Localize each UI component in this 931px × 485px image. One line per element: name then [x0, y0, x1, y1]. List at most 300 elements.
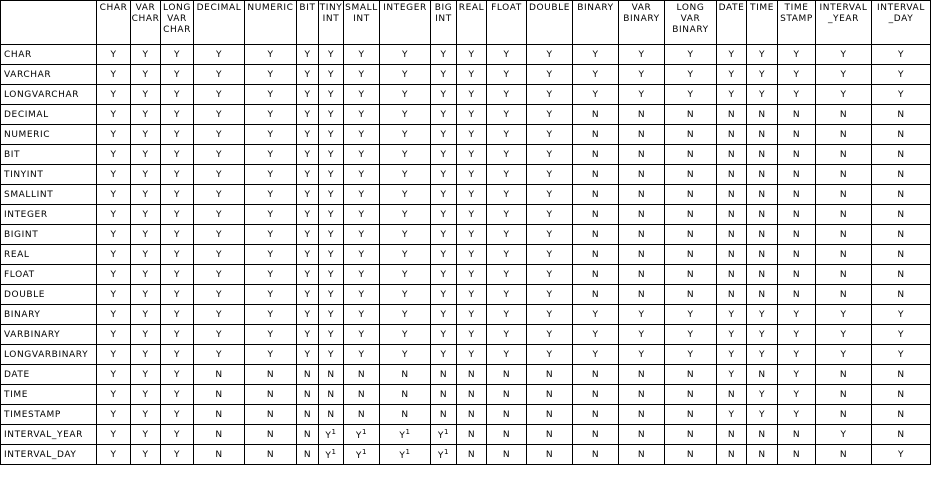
table-cell: Y [344, 65, 380, 85]
table-cell: Y [194, 245, 245, 265]
table-cell: Y [380, 345, 431, 365]
table-cell: N [380, 365, 431, 385]
table-cell: Y [527, 105, 573, 125]
table-cell: N [816, 385, 872, 405]
table-cell: Y [319, 305, 344, 325]
table-cell: Y [194, 205, 245, 225]
table-cell: N [816, 185, 872, 205]
table-row [1, 105, 931, 125]
table-cell: N [573, 385, 619, 405]
table-cell: Y [527, 165, 573, 185]
table-row [1, 65, 931, 85]
table-body [1, 45, 931, 465]
table-cell: Y [431, 185, 457, 205]
table-cell: Y [131, 445, 161, 465]
row-label: FLOAT [1, 265, 97, 285]
table-cell: Y [131, 145, 161, 165]
table-cell: N [619, 185, 665, 205]
table-cell: N [573, 185, 619, 205]
table-row [1, 185, 931, 205]
row-label: INTEGER [1, 205, 97, 225]
row-label: LONGVARCHAR [1, 85, 97, 105]
table-cell: Y [619, 325, 665, 345]
table-cell: Y [816, 325, 872, 345]
table-cell: Y [319, 205, 344, 225]
table-cell: Y [97, 365, 131, 385]
table-cell: N [816, 125, 872, 145]
table-cell: N [665, 185, 717, 205]
row-label: TINYINT [1, 165, 97, 185]
row-label: DECIMAL [1, 105, 97, 125]
table-cell: Y$^1$ [319, 425, 344, 445]
table-cell: Y [297, 125, 319, 145]
table-cell: N [619, 445, 665, 465]
column-header: BINARY [573, 1, 619, 45]
table-cell: Y [717, 365, 747, 385]
table-cell: Y [97, 85, 131, 105]
table-cell: Y [194, 45, 245, 65]
row-label: LONGVARBINARY [1, 345, 97, 365]
table-cell: N [816, 445, 872, 465]
table-cell: Y [487, 265, 527, 285]
table-cell: Y [245, 285, 297, 305]
table-cell: Y [245, 105, 297, 125]
table-cell: N [872, 185, 931, 205]
table-cell: Y [97, 385, 131, 405]
table-cell: N [194, 385, 245, 405]
table-cell: Y [457, 105, 487, 125]
table-cell: Y [344, 45, 380, 65]
table-cell: Y [161, 265, 194, 285]
table-cell: N [431, 385, 457, 405]
table-cell: Y [380, 105, 431, 125]
table-cell: N [717, 385, 747, 405]
table-row [1, 445, 931, 465]
table-cell: N [619, 105, 665, 125]
table-cell: Y [747, 45, 778, 65]
table-cell: Y$^1$ [380, 445, 431, 465]
table-cell: Y [97, 205, 131, 225]
table-cell: Y [194, 165, 245, 185]
row-label: BIT [1, 145, 97, 165]
table-cell: Y [319, 45, 344, 65]
table-cell: Y [380, 265, 431, 285]
table-cell: Y [487, 125, 527, 145]
table-cell: N [717, 105, 747, 125]
table-cell: Y [131, 345, 161, 365]
table-cell: Y [161, 305, 194, 325]
table-cell: Y [619, 345, 665, 365]
table-cell: N [872, 105, 931, 125]
table-cell: Y [245, 345, 297, 365]
table-cell: Y [161, 285, 194, 305]
table-cell: Y [573, 305, 619, 325]
table-cell: Y [319, 165, 344, 185]
table-cell: Y [527, 125, 573, 145]
table-cell: N [527, 425, 573, 445]
table-cell: Y [573, 45, 619, 65]
table-cell: N [747, 205, 778, 225]
table-cell: N [778, 165, 816, 185]
table-cell: Y [297, 105, 319, 125]
table-cell: Y [487, 285, 527, 305]
table-cell: N [194, 405, 245, 425]
table-cell: N [665, 385, 717, 405]
table-cell: N [319, 405, 344, 425]
row-label: DATE [1, 365, 97, 385]
table-cell: Y [747, 405, 778, 425]
table-cell: Y [380, 45, 431, 65]
table-cell: Y [717, 305, 747, 325]
table-cell: N [527, 365, 573, 385]
table-cell: N [747, 365, 778, 385]
column-header: BIG INT [431, 1, 457, 45]
table-cell: Y [131, 245, 161, 265]
table-cell: Y [161, 385, 194, 405]
table-cell: Y [194, 285, 245, 305]
table-cell: N [816, 205, 872, 225]
table-cell: N [778, 105, 816, 125]
footnote-marker: 1 [362, 448, 368, 456]
column-header: DOUBLE [527, 1, 573, 45]
table-cell: N [619, 245, 665, 265]
table-cell: Y [380, 145, 431, 165]
table-cell: Y [161, 45, 194, 65]
table-cell: Y$^1$ [380, 425, 431, 445]
table-cell: Y [487, 85, 527, 105]
table-cell: Y [245, 245, 297, 265]
row-label: TIME [1, 385, 97, 405]
row-label: REAL [1, 245, 97, 265]
table-cell: Y [527, 245, 573, 265]
table-cell: N [747, 185, 778, 205]
table-cell: Y [778, 385, 816, 405]
table-cell: Y [573, 65, 619, 85]
table-cell: Y [527, 285, 573, 305]
table-cell: Y [431, 65, 457, 85]
table-cell: Y [131, 385, 161, 405]
table-cell: N [487, 405, 527, 425]
table-cell: Y [131, 45, 161, 65]
table-cell: Y [747, 85, 778, 105]
table-cell: N [619, 225, 665, 245]
table-cell: Y [344, 345, 380, 365]
table-cell: Y [344, 245, 380, 265]
table-cell: Y [816, 425, 872, 445]
table-cell: Y [245, 205, 297, 225]
table-cell: N [778, 145, 816, 165]
table-row [1, 245, 931, 265]
table-cell: Y [527, 65, 573, 85]
table-cell: N [816, 165, 872, 185]
table-cell: Y [380, 185, 431, 205]
table-cell: N [573, 285, 619, 305]
table-cell: N [665, 225, 717, 245]
table-cell: N [619, 385, 665, 405]
table-cell: Y [457, 185, 487, 205]
table-cell: Y [431, 345, 457, 365]
table-cell: Y [245, 305, 297, 325]
table-cell: N [573, 165, 619, 185]
table-cell: Y [778, 45, 816, 65]
table-cell: N [717, 425, 747, 445]
table-cell: Y [97, 445, 131, 465]
table-cell: N [872, 205, 931, 225]
table-cell: Y [665, 345, 717, 365]
table-cell: Y [872, 45, 931, 65]
table-cell: Y [431, 325, 457, 345]
column-header: DECIMAL [194, 1, 245, 45]
table-cell: Y [194, 125, 245, 145]
table-cell: Y [872, 85, 931, 105]
table-cell: N [872, 285, 931, 305]
table-cell: Y [487, 305, 527, 325]
column-header: NUMERIC [245, 1, 297, 45]
table-cell: Y [245, 225, 297, 245]
table-cell: N [872, 425, 931, 445]
row-label: BINARY [1, 305, 97, 325]
table-cell: Y [527, 325, 573, 345]
table-cell: N [778, 225, 816, 245]
column-header: LONG VAR BINARY [665, 1, 717, 45]
table-cell: N [245, 425, 297, 445]
table-row [1, 305, 931, 325]
table-cell: N [816, 245, 872, 265]
table-cell: Y [344, 165, 380, 185]
table-cell: Y [619, 305, 665, 325]
table-cell: Y [131, 305, 161, 325]
table-cell: N [872, 245, 931, 265]
row-label: VARBINARY [1, 325, 97, 345]
table-cell: N [747, 265, 778, 285]
table-cell: Y [319, 265, 344, 285]
table-cell: Y [717, 345, 747, 365]
header-row [1, 1, 931, 45]
table-cell: Y [487, 325, 527, 345]
footnote-marker: 1 [405, 428, 411, 436]
table-cell: N [816, 285, 872, 305]
table-cell: Y [747, 385, 778, 405]
table-cell: Y [457, 305, 487, 325]
table-cell: Y [527, 305, 573, 325]
table-cell: N [344, 385, 380, 405]
table-cell: N [778, 125, 816, 145]
table-cell: Y [380, 325, 431, 345]
table-cell: Y [717, 325, 747, 345]
table-cell: Y [380, 205, 431, 225]
table-cell: N [665, 145, 717, 165]
table-cell: Y [97, 425, 131, 445]
table-cell: N [457, 425, 487, 445]
table-cell: N [487, 425, 527, 445]
table-cell: Y [161, 445, 194, 465]
column-header: TIME [747, 1, 778, 45]
table-cell: N [319, 385, 344, 405]
table-cell: N [872, 265, 931, 285]
table-cell: Y [319, 125, 344, 145]
table-cell: N [778, 445, 816, 465]
table-row [1, 125, 931, 145]
table-cell: Y [194, 325, 245, 345]
table-cell: Y [380, 285, 431, 305]
table-cell: N [717, 165, 747, 185]
table-cell: Y [319, 145, 344, 165]
table-cell: N [619, 285, 665, 305]
table-cell: N [717, 445, 747, 465]
table-cell: Y [872, 65, 931, 85]
table-cell: N [747, 225, 778, 245]
table-cell: Y [97, 265, 131, 285]
row-label: VARCHAR [1, 65, 97, 85]
table-cell: Y [380, 225, 431, 245]
table-cell: N [619, 425, 665, 445]
table-cell: Y [431, 245, 457, 265]
table-cell: Y [97, 325, 131, 345]
column-header: SMALL INT [344, 1, 380, 45]
corner-cell [1, 1, 97, 45]
row-label: DOUBLE [1, 285, 97, 305]
table-cell: Y [97, 345, 131, 365]
table-cell: Y [778, 345, 816, 365]
table-cell: Y$^1$ [344, 425, 380, 445]
table-cell: Y [487, 345, 527, 365]
table-cell: Y [161, 205, 194, 225]
table-cell: Y [619, 45, 665, 65]
table-cell: Y [131, 285, 161, 305]
table-cell: Y [319, 185, 344, 205]
table-cell: Y [97, 165, 131, 185]
table-cell: N [431, 365, 457, 385]
table-cell: Y [297, 325, 319, 345]
table-cell: N [665, 205, 717, 225]
table-cell: Y [872, 345, 931, 365]
table-cell: N [747, 245, 778, 265]
table-row [1, 425, 931, 445]
table-cell: N [194, 445, 245, 465]
table-cell: Y [573, 85, 619, 105]
table-cell: Y [431, 225, 457, 245]
table-cell: Y$^1$ [431, 445, 457, 465]
footnote-marker: 1 [362, 428, 368, 436]
table-cell: N [245, 405, 297, 425]
table-cell: Y [872, 305, 931, 325]
table-cell: N [487, 445, 527, 465]
table-cell: Y [457, 245, 487, 265]
table-cell: Y [297, 205, 319, 225]
table-row [1, 85, 931, 105]
table-cell: N [344, 365, 380, 385]
column-header: FLOAT [487, 1, 527, 45]
table-cell: Y$^1$ [431, 425, 457, 445]
footnote-marker: 1 [444, 428, 450, 436]
table-cell: Y [487, 145, 527, 165]
table-cell: Y [487, 45, 527, 65]
table-cell: Y [344, 145, 380, 165]
table-cell: Y [131, 225, 161, 245]
table-cell: Y [344, 105, 380, 125]
table-cell: N [717, 245, 747, 265]
table-cell: Y [194, 305, 245, 325]
table-cell: Y [97, 225, 131, 245]
table-cell: Y [816, 305, 872, 325]
table-cell: N [747, 425, 778, 445]
table-cell: N [872, 365, 931, 385]
table-cell: N [665, 125, 717, 145]
table-cell: N [665, 265, 717, 285]
table-cell: N [573, 225, 619, 245]
table-cell: Y [527, 185, 573, 205]
table-cell: N [619, 365, 665, 385]
table-cell: Y [97, 285, 131, 305]
table-cell: N [747, 445, 778, 465]
table-cell: N [573, 105, 619, 125]
table-cell: Y [778, 325, 816, 345]
table-cell: Y [245, 65, 297, 85]
column-header: INTEGER [380, 1, 431, 45]
table-cell: Y [717, 45, 747, 65]
table-cell: Y [431, 305, 457, 325]
table-cell: Y [319, 285, 344, 305]
column-header: VAR BINARY [619, 1, 665, 45]
table-cell: Y [431, 165, 457, 185]
table-cell: Y [319, 245, 344, 265]
table-cell: Y [97, 105, 131, 125]
table-cell: Y [665, 45, 717, 65]
table-cell: N [194, 425, 245, 445]
table-cell: Y [194, 265, 245, 285]
table-cell: Y [665, 305, 717, 325]
table-cell: Y [457, 265, 487, 285]
table-cell: N [527, 405, 573, 425]
table-cell: N [319, 365, 344, 385]
table-cell: Y [297, 65, 319, 85]
table-cell: N [665, 165, 717, 185]
table-cell: N [665, 245, 717, 265]
table-cell: Y [297, 85, 319, 105]
table-cell: N [573, 445, 619, 465]
table-cell: Y$^1$ [344, 445, 380, 465]
table-row [1, 285, 931, 305]
table-cell: N [573, 265, 619, 285]
table-cell: Y [131, 325, 161, 345]
table-cell: Y [457, 165, 487, 185]
table-cell: Y [131, 205, 161, 225]
table-cell: Y [527, 225, 573, 245]
row-label: CHAR [1, 45, 97, 65]
table-cell: N [573, 205, 619, 225]
table-row [1, 225, 931, 245]
table-row [1, 405, 931, 425]
table-cell: Y [527, 345, 573, 365]
table-cell: Y [747, 345, 778, 365]
table-cell: N [297, 445, 319, 465]
table-cell: N [457, 405, 487, 425]
table-cell: Y [487, 65, 527, 85]
table-cell: Y [487, 105, 527, 125]
table-cell: N [573, 365, 619, 385]
table-cell: Y [431, 105, 457, 125]
table-cell: N [573, 145, 619, 165]
table-cell: Y [573, 345, 619, 365]
table-cell: N [457, 385, 487, 405]
table-cell: Y [344, 305, 380, 325]
table-row [1, 45, 931, 65]
table-cell: Y [816, 85, 872, 105]
table-cell: Y [380, 245, 431, 265]
table-row [1, 145, 931, 165]
table-cell: Y [344, 325, 380, 345]
table-cell: Y [457, 125, 487, 145]
